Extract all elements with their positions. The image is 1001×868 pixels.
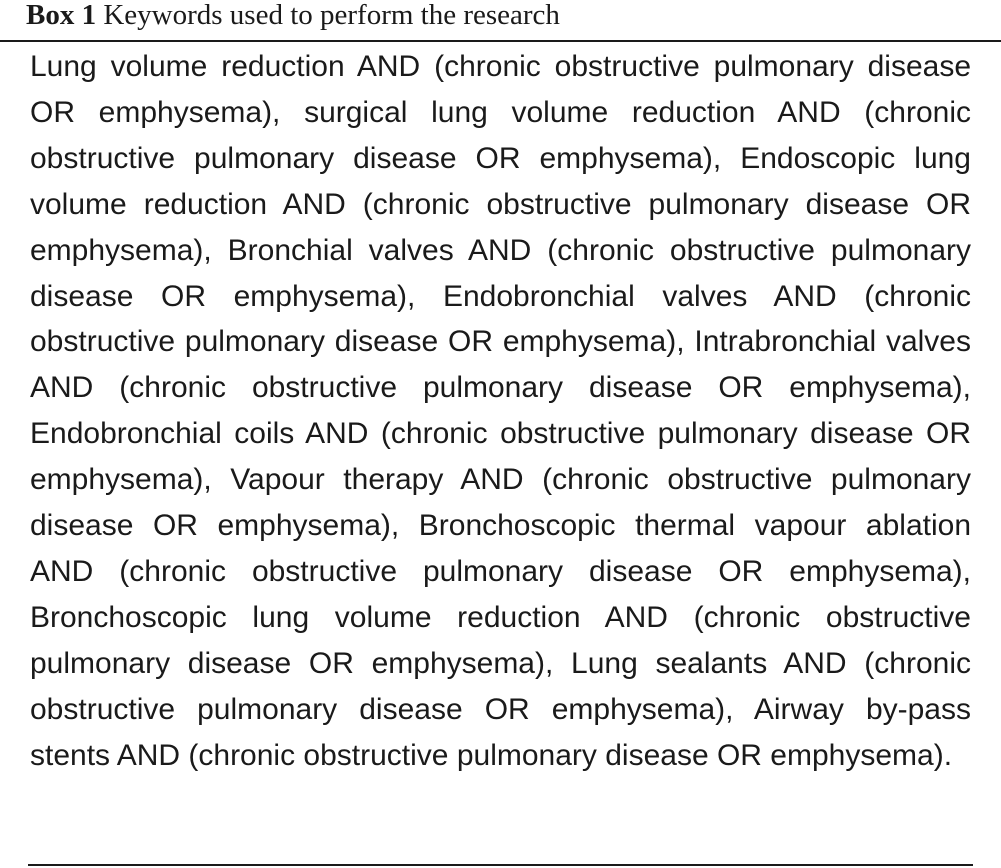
top-rule: [0, 40, 1001, 42]
box-title: Keywords used to perform the research: [103, 0, 560, 31]
box-caption: [26, 0, 560, 38]
box-label: Box 1: [26, 0, 97, 31]
keywords-text: Lung volume reduction AND (chronic obstructive pulmonary disease OR emphysema), surgical lung volume reduction AND (chronic obstructive pulmonary disease OR emphysema), Endoscopic lung volume reduction AND (chronic obstructive pulmonary disease OR emphysema), Bronchial valves AND (chronic obstructive pulmonary disease OR emphysema), Endobronchial valves AND (chronic obstructive pulmonary disease OR emphysema), Intrabronchial valves AND (chronic obstructive pulmonary disease OR emphysema), Endobronchial coils AND (chronic obstructive pulmonary disease OR emphysema), Vapour therapy AND (chronic obstructive pulmonary disease OR emphysema), Bronchoscopic thermal vapour ablation AND (chronic obstructive pulmonary disease OR emphysema), Bronchoscopic lung volume reduction AND (chronic obstructive pulmonary disease OR emphysema), Lung sealants AND (chronic obstructive pulmonary disease OR emphysema), Airway by-pass stents AND (chronic obstructive pulmonary disease OR emphysema).: [30, 50, 971, 772]
bottom-rule: [28, 864, 973, 866]
